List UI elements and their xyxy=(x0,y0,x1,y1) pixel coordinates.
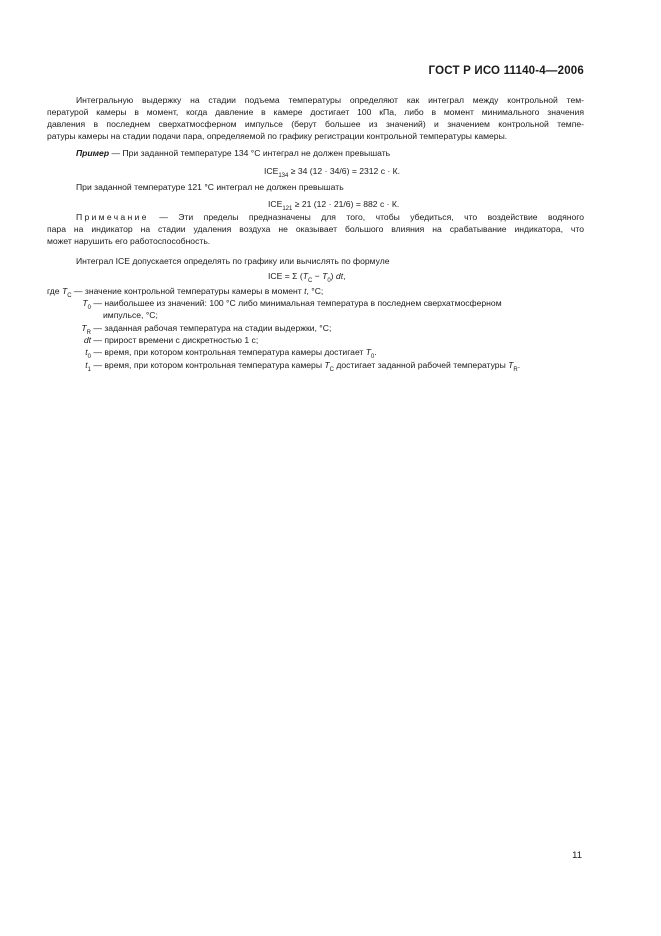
definition-text: . xyxy=(374,347,377,357)
definition-subscript: 0 xyxy=(87,305,91,311)
definition-t0 xyxy=(47,297,584,309)
definition-tr xyxy=(47,322,331,334)
definition-symbol: dt xyxy=(83,335,91,345)
formula-symbol: T xyxy=(302,271,308,281)
note-line xyxy=(47,211,584,223)
example-label: Пример xyxy=(76,148,110,158)
definition-symbol: T xyxy=(324,360,330,370)
definition-subscript: R xyxy=(86,330,91,336)
definition-symbol: T xyxy=(508,360,514,370)
note-label: Примечание xyxy=(76,212,149,222)
definition-text: — наибольшее из значений: 100 °С либо минимальная температура в последнем сверхатмосферном xyxy=(91,298,502,308)
page-number: 11 xyxy=(572,850,582,861)
definition-text: — заданная рабочая температура на стадии выдержки, °С; xyxy=(91,323,332,333)
document-header: ГОСТ Р ИСО 11140-4—2006 xyxy=(428,65,584,77)
definition-symbol-col xyxy=(47,297,91,309)
definition-symbol: T xyxy=(61,286,68,296)
note-text: — Эти пределы предназначены для того, чтобы убедиться, что воздействие водяного xyxy=(148,212,584,222)
example-text: — При заданной температуре 134 °С интеграл не должен превышать xyxy=(109,148,391,158)
definition-symbol: T xyxy=(82,298,88,308)
definition-text: — время, при котором контрольная температура камеры xyxy=(91,360,325,370)
paragraph-line: ратуры камеры на стадии подачи пара, определяемой по графику регистрации контрольной температуры камеры. xyxy=(47,131,508,141)
definition-tc xyxy=(47,285,323,297)
paragraph-line: пературой камеры в момент, когда давление в камере достигает 100 кПа, либо в момент минимального значения xyxy=(47,107,584,117)
definition-symbol-col xyxy=(47,359,91,371)
definition-text: — прирост времени с дискретностью 1 с; xyxy=(91,335,259,345)
example-line xyxy=(76,147,390,159)
example-line-2: При заданной температуре 121 °С интеграл не должен превышать xyxy=(76,182,344,192)
formula-part: ) xyxy=(330,271,336,281)
formula-ice-134 xyxy=(264,165,400,177)
formula-part: , xyxy=(343,271,346,281)
definition-symbol: t xyxy=(304,286,307,296)
formula-part: ICE = Σ ( xyxy=(268,271,303,281)
definition-symbol-col xyxy=(47,322,91,334)
definition-symbol: t xyxy=(85,347,88,357)
definition-text: достигает заданной рабочей температуры xyxy=(333,360,509,370)
paragraph-line: давления в последнем сверхатмосферном импульсе (берут большее из значений) и значением контрольной темпе- xyxy=(47,119,584,129)
note-line: может нарушить его работоспособность. xyxy=(47,236,211,246)
formula-symbol: ICE xyxy=(264,166,279,176)
paragraph-integral-definition xyxy=(47,94,584,142)
formula-symbol: T xyxy=(322,271,328,281)
definition-subscript: R xyxy=(513,367,518,373)
note-line: пара на индикатор на стадии удаления воздуха не оказывает большого влияния на срабатывание индикатора, что xyxy=(47,224,584,234)
formula-ice-121 xyxy=(268,198,399,210)
definition-t0-continuation: импульсе, °С; xyxy=(103,310,158,320)
paragraph-line: Интегральную выдержку на стадии подъема температуры определяют как интеграл между контрольной тем- xyxy=(76,95,584,105)
definition-symbol-col xyxy=(47,346,91,358)
formula-intro: Интеграл ICE допускается определять по графику или вычислять по формуле xyxy=(76,256,390,266)
formula-symbol: ICE xyxy=(268,199,283,209)
definition-text: — время, при котором контрольная температура камеры достигает xyxy=(91,347,366,357)
definition-prefix: где xyxy=(47,286,62,296)
definition-subscript: C xyxy=(329,367,334,373)
definition-subscript: 1 xyxy=(87,367,91,373)
definition-t0-time xyxy=(47,346,377,358)
definition-symbol: t xyxy=(85,360,88,370)
definition-symbol: T xyxy=(81,323,87,333)
formula-expression: ≥ 21 (12 · 21/6) = 882 с · К. xyxy=(292,199,400,209)
definition-dt xyxy=(47,334,258,346)
formula-expression: ≥ 34 (12 · 34/6) = 2312 с · К. xyxy=(288,166,401,176)
formula-symbol: dt xyxy=(335,271,344,281)
definition-subscript: 0 xyxy=(371,354,375,360)
definition-symbol-col xyxy=(47,334,91,346)
formula-subscript: 0 xyxy=(327,278,331,284)
formula-subscript: C xyxy=(307,278,313,284)
definition-subscript: 0 xyxy=(87,354,91,360)
definition-text: , °С; xyxy=(306,286,324,296)
main-formula xyxy=(268,270,345,282)
definition-text: — значение контрольной температуры камеры в момент xyxy=(71,286,305,296)
formula-subscript: 121 xyxy=(282,206,293,212)
note-block xyxy=(47,211,584,247)
definition-subscript: C xyxy=(67,293,72,299)
definition-t1-time xyxy=(47,359,520,371)
formula-subscript: 134 xyxy=(278,173,289,179)
definition-text: . xyxy=(517,360,521,370)
formula-part: − xyxy=(312,271,323,281)
definition-symbol: T xyxy=(365,347,372,357)
